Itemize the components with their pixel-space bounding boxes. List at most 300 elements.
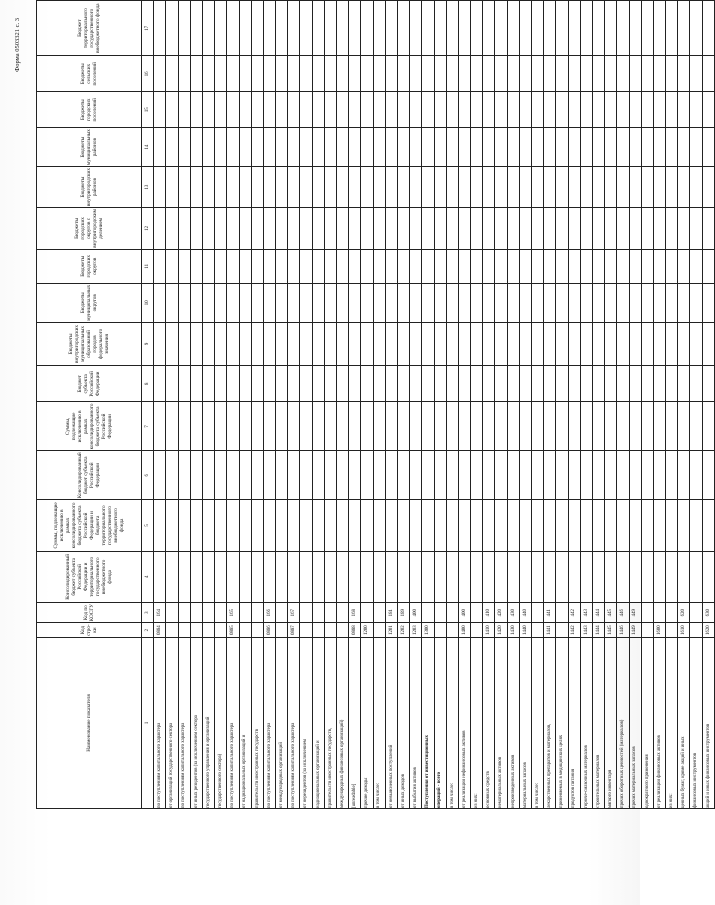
value-cell	[300, 249, 312, 283]
value-cell	[519, 451, 531, 500]
value-cell	[263, 322, 275, 365]
value-cell	[251, 128, 263, 167]
value-cell	[361, 249, 373, 283]
value-cell	[361, 56, 373, 92]
row-line-code	[641, 623, 653, 638]
value-cell	[532, 551, 544, 602]
value-cell	[239, 451, 251, 500]
value-cell	[166, 1, 178, 56]
value-cell	[251, 167, 263, 208]
value-cell	[373, 167, 385, 208]
value-cell	[666, 167, 678, 208]
value-cell	[592, 500, 604, 551]
value-cell	[251, 283, 263, 322]
row-kosgu-code: 167	[288, 603, 300, 623]
value-cell	[312, 283, 324, 322]
value-cell	[361, 167, 373, 208]
value-cell	[532, 1, 544, 56]
row-indicator-name: от выбытия активов	[410, 637, 422, 808]
value-cell	[227, 366, 239, 402]
column-header-row	[37, 1, 142, 809]
value-cell	[337, 366, 349, 402]
value-cell	[263, 208, 275, 250]
row-indicator-name: по поступлениям капитального характера	[178, 637, 190, 808]
value-cell	[434, 208, 446, 250]
row-line-code	[690, 623, 702, 638]
value-cell	[166, 249, 178, 283]
value-cell	[690, 167, 702, 208]
value-cell	[178, 128, 190, 167]
row-indicator-name: от нерезидентов (за исключением	[300, 637, 312, 808]
row-indicator-name: по поступлениям капитального характера	[288, 637, 300, 808]
row-indicator-name: Поступления от инвестиционных	[422, 637, 434, 808]
value-cell	[276, 366, 288, 402]
value-cell	[458, 500, 470, 551]
value-cell	[568, 167, 580, 208]
table-row	[483, 1, 495, 809]
value-cell	[263, 451, 275, 500]
value-cell	[495, 128, 507, 167]
column-number-5: 5	[142, 500, 154, 551]
table-row	[300, 1, 312, 809]
value-cell	[592, 167, 604, 208]
value-cell	[556, 322, 568, 365]
value-cell	[605, 283, 617, 322]
row-kosgu-code: 443	[580, 603, 592, 623]
value-cell	[337, 451, 349, 500]
value-cell	[702, 208, 714, 250]
value-cell	[337, 56, 349, 92]
value-cell	[678, 1, 690, 56]
value-cell	[568, 208, 580, 250]
value-cell	[361, 451, 373, 500]
value-cell	[410, 249, 422, 283]
table-row	[276, 1, 288, 809]
value-cell	[592, 551, 604, 602]
value-cell	[397, 167, 409, 208]
value-cell	[446, 92, 458, 128]
row-indicator-name: лекарственных препаратов и материалов,	[544, 637, 556, 808]
row-kosgu-code	[446, 603, 458, 623]
value-cell	[300, 1, 312, 56]
table-row	[446, 1, 458, 809]
value-cell	[629, 1, 641, 56]
value-cell	[312, 322, 324, 365]
value-cell	[410, 366, 422, 402]
value-cell	[592, 322, 604, 365]
value-cell	[568, 551, 580, 602]
value-cell	[288, 500, 300, 551]
row-kosgu-code	[361, 603, 373, 623]
value-cell	[690, 322, 702, 365]
row-kosgu-code: 444	[592, 603, 604, 623]
value-cell	[446, 402, 458, 451]
row-indicator-name: международных финансовых организаций)	[337, 637, 349, 808]
row-line-code	[202, 623, 214, 638]
value-cell	[446, 167, 458, 208]
value-cell	[349, 283, 361, 322]
row-indicator-name: от иных доходов	[397, 637, 409, 808]
value-cell	[288, 249, 300, 283]
value-cell	[605, 1, 617, 56]
row-line-code	[556, 623, 568, 638]
value-cell	[227, 128, 239, 167]
value-cell	[666, 451, 678, 500]
value-cell	[605, 551, 617, 602]
value-cell	[690, 283, 702, 322]
value-cell	[507, 402, 519, 451]
value-cell	[702, 1, 714, 56]
value-cell	[288, 167, 300, 208]
value-cell	[519, 128, 531, 167]
row-kosgu-code: 165	[227, 603, 239, 623]
value-cell	[422, 322, 434, 365]
column-header-7: Суммы, подлежащие исключению в рамках консолидированного бюджета субъекта Российской Федерации	[37, 402, 142, 451]
column-number-1: 1	[142, 637, 154, 808]
row-kosgu-code	[666, 603, 678, 623]
table-row	[592, 1, 604, 809]
value-cell	[361, 322, 373, 365]
value-cell	[422, 56, 434, 92]
value-cell	[678, 402, 690, 451]
value-cell	[458, 92, 470, 128]
value-cell	[178, 551, 190, 602]
value-cell	[263, 1, 275, 56]
value-cell	[178, 92, 190, 128]
row-line-code: 1202	[397, 623, 409, 638]
value-cell	[544, 402, 556, 451]
value-cell	[690, 128, 702, 167]
value-cell	[653, 500, 665, 551]
value-cell	[519, 283, 531, 322]
value-cell	[288, 283, 300, 322]
value-cell	[580, 500, 592, 551]
value-cell	[251, 92, 263, 128]
value-cell	[276, 167, 288, 208]
value-cell	[641, 451, 653, 500]
value-cell	[154, 167, 166, 208]
value-cell	[300, 167, 312, 208]
value-cell	[324, 208, 336, 250]
value-cell	[300, 128, 312, 167]
value-cell	[666, 322, 678, 365]
table-row	[288, 1, 300, 809]
row-indicator-name: непроизведенных активов	[507, 637, 519, 808]
column-header-12: Бюджеты городских округов с внутригородским делением	[37, 208, 142, 250]
value-cell	[458, 366, 470, 402]
row-line-code: 1420	[495, 623, 507, 638]
table-row	[385, 1, 397, 809]
value-cell	[446, 249, 458, 283]
value-cell	[190, 451, 202, 500]
value-cell	[641, 92, 653, 128]
value-cell	[215, 402, 227, 451]
value-cell	[483, 56, 495, 92]
value-cell	[519, 208, 531, 250]
value-cell	[690, 1, 702, 56]
row-kosgu-code: 164	[154, 603, 166, 623]
column-number-7: 7	[142, 402, 154, 451]
value-cell	[239, 283, 251, 322]
value-cell	[519, 402, 531, 451]
table-row	[263, 1, 275, 809]
value-cell	[641, 500, 653, 551]
value-cell	[495, 249, 507, 283]
row-indicator-name: финансовых инструментов	[690, 637, 702, 808]
value-cell	[349, 551, 361, 602]
value-cell	[312, 56, 324, 92]
row-kosgu-code: 442	[568, 603, 580, 623]
value-cell	[495, 283, 507, 322]
value-cell	[690, 56, 702, 92]
value-cell	[361, 402, 373, 451]
value-cell	[532, 249, 544, 283]
table-row	[349, 1, 361, 809]
row-kosgu-code	[556, 603, 568, 623]
value-cell	[653, 92, 665, 128]
value-cell	[312, 500, 324, 551]
value-cell	[288, 402, 300, 451]
value-cell	[276, 322, 288, 365]
table-row	[532, 1, 544, 809]
column-header-6: Консолидированный бюджет субъекта Российской Федерации	[37, 451, 142, 500]
value-cell	[544, 366, 556, 402]
value-cell	[349, 56, 361, 92]
value-cell	[324, 92, 336, 128]
value-cell	[471, 128, 483, 167]
value-cell	[349, 249, 361, 283]
value-cell	[556, 283, 568, 322]
value-cell	[373, 249, 385, 283]
row-line-code: 0884	[154, 623, 166, 638]
row-kosgu-code	[300, 603, 312, 623]
value-cell	[653, 1, 665, 56]
table-row	[678, 1, 690, 809]
table-row	[202, 1, 214, 809]
value-cell	[666, 249, 678, 283]
column-number-16: 16	[142, 56, 154, 92]
value-cell	[666, 366, 678, 402]
value-cell	[617, 1, 629, 56]
row-line-code: 1203	[410, 623, 422, 638]
value-cell	[702, 56, 714, 92]
value-cell	[385, 1, 397, 56]
value-cell	[300, 322, 312, 365]
value-cell	[337, 402, 349, 451]
value-cell	[373, 56, 385, 92]
table-row	[227, 1, 239, 809]
value-cell	[276, 128, 288, 167]
value-cell	[397, 500, 409, 551]
value-cell	[519, 92, 531, 128]
value-cell	[397, 451, 409, 500]
value-cell	[702, 551, 714, 602]
value-cell	[507, 92, 519, 128]
value-cell	[666, 92, 678, 128]
table-row	[507, 1, 519, 809]
row-kosgu-code: 441	[544, 603, 556, 623]
value-cell	[532, 500, 544, 551]
value-cell	[653, 402, 665, 451]
value-cell	[337, 208, 349, 250]
value-cell	[507, 283, 519, 322]
value-cell	[629, 402, 641, 451]
value-cell	[385, 451, 397, 500]
column-number-9: 9	[142, 322, 154, 365]
value-cell	[568, 322, 580, 365]
value-cell	[276, 402, 288, 451]
value-cell	[312, 451, 324, 500]
value-cell	[178, 56, 190, 92]
value-cell	[154, 451, 166, 500]
value-cell	[178, 167, 190, 208]
value-cell	[300, 366, 312, 402]
column-header-16: Бюджеты сельских поселений	[37, 56, 142, 92]
value-cell	[202, 451, 214, 500]
value-cell	[483, 208, 495, 250]
value-cell	[349, 322, 361, 365]
value-cell	[678, 249, 690, 283]
column-number-3: 3	[142, 603, 154, 623]
column-header-15: Бюджеты городских поселений	[37, 92, 142, 128]
value-cell	[507, 551, 519, 602]
row-kosgu-code	[690, 603, 702, 623]
row-line-code: 1444	[592, 623, 604, 638]
row-kosgu-code	[471, 603, 483, 623]
row-line-code: 1201	[385, 623, 397, 638]
value-cell	[434, 402, 446, 451]
value-cell	[580, 1, 592, 56]
value-cell	[605, 249, 617, 283]
value-cell	[495, 451, 507, 500]
value-cell	[592, 283, 604, 322]
value-cell	[580, 249, 592, 283]
value-cell	[617, 322, 629, 365]
row-kosgu-code: 189	[397, 603, 409, 623]
row-line-code: 1600	[653, 623, 665, 638]
value-cell	[288, 128, 300, 167]
row-kosgu-code: 168	[349, 603, 361, 623]
value-cell	[495, 92, 507, 128]
value-cell	[495, 402, 507, 451]
value-cell	[666, 128, 678, 167]
value-cell	[251, 366, 263, 402]
value-cell	[215, 167, 227, 208]
row-kosgu-code: 410	[483, 603, 495, 623]
value-cell	[641, 366, 653, 402]
row-kosgu-code: 181	[385, 603, 397, 623]
row-kosgu-code: 400	[410, 603, 422, 623]
value-cell	[422, 283, 434, 322]
row-kosgu-code	[434, 603, 446, 623]
value-cell	[312, 249, 324, 283]
form-code-label: Форма 0503321 с. 3	[14, 18, 21, 72]
value-cell	[507, 56, 519, 92]
row-line-code: 1300	[422, 623, 434, 638]
value-cell	[556, 402, 568, 451]
table-row	[239, 1, 251, 809]
value-cell	[641, 283, 653, 322]
value-cell	[666, 402, 678, 451]
value-cell	[580, 283, 592, 322]
table-row	[410, 1, 422, 809]
value-cell	[251, 322, 263, 365]
value-cell	[288, 322, 300, 365]
row-line-code: 1441	[544, 623, 556, 638]
value-cell	[373, 551, 385, 602]
table-row	[568, 1, 580, 809]
value-cell	[458, 167, 470, 208]
column-header-9: Бюджеты внутригородских муниципальных образований городов федерального значения	[37, 322, 142, 365]
value-cell	[337, 92, 349, 128]
value-cell	[349, 402, 361, 451]
column-number-17: 17	[142, 1, 154, 56]
value-cell	[410, 56, 422, 92]
value-cell	[471, 92, 483, 128]
value-cell	[178, 366, 190, 402]
value-cell	[324, 56, 336, 92]
value-cell	[397, 208, 409, 250]
value-cell	[166, 402, 178, 451]
value-cell	[544, 56, 556, 92]
row-indicator-name: нематериальных активов	[495, 637, 507, 808]
value-cell	[568, 249, 580, 283]
table-row	[324, 1, 336, 809]
value-cell	[666, 208, 678, 250]
row-line-code	[373, 623, 385, 638]
row-kosgu-code	[422, 603, 434, 623]
value-cell	[556, 208, 568, 250]
value-cell	[215, 500, 227, 551]
value-cell	[154, 283, 166, 322]
value-cell	[166, 283, 178, 322]
table-row	[422, 1, 434, 809]
value-cell	[580, 92, 592, 128]
value-cell	[215, 128, 227, 167]
table-row	[605, 1, 617, 809]
value-cell	[300, 56, 312, 92]
row-indicator-name: операций - всего	[434, 637, 446, 808]
value-cell	[458, 128, 470, 167]
value-cell	[166, 167, 178, 208]
value-cell	[190, 500, 202, 551]
value-cell	[507, 167, 519, 208]
value-cell	[178, 249, 190, 283]
value-cell	[568, 56, 580, 92]
value-cell	[629, 56, 641, 92]
value-cell	[617, 451, 629, 500]
value-cell	[166, 551, 178, 602]
value-cell	[361, 551, 373, 602]
row-indicator-name: мягкого инвентаря	[605, 637, 617, 808]
value-cell	[276, 551, 288, 602]
row-line-code: 1200	[361, 623, 373, 638]
row-indicator-name: в том числе:	[532, 637, 544, 808]
value-cell	[300, 402, 312, 451]
table-row	[251, 1, 263, 809]
value-cell	[532, 402, 544, 451]
value-cell	[483, 322, 495, 365]
value-cell	[276, 451, 288, 500]
table-row	[434, 1, 446, 809]
value-cell	[678, 451, 690, 500]
value-cell	[361, 283, 373, 322]
value-cell	[471, 322, 483, 365]
table-row	[690, 1, 702, 809]
value-cell	[373, 128, 385, 167]
value-cell	[300, 92, 312, 128]
value-cell	[702, 283, 714, 322]
